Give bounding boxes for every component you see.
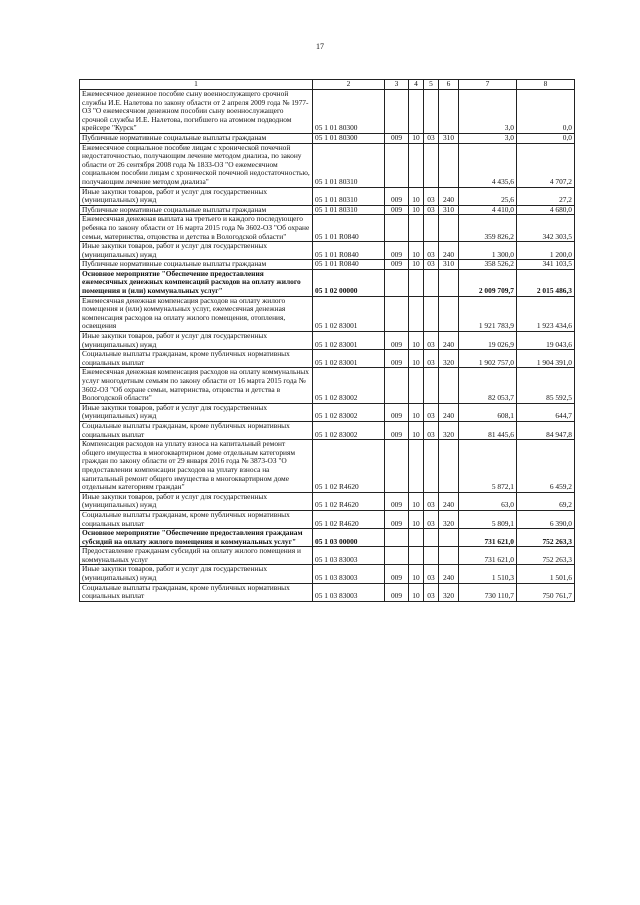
- section-code: 10: [409, 133, 424, 143]
- section-code: 10: [409, 260, 424, 270]
- section-code: 10: [409, 510, 424, 528]
- ministry-code: 009: [385, 242, 409, 260]
- expense-type-code: 310: [439, 133, 459, 143]
- amount-year-2: 1 923 434,6: [517, 296, 575, 331]
- subsection-code: [424, 529, 439, 547]
- amount-year-1: 19 026,9: [459, 332, 517, 350]
- expense-type-code: [439, 215, 459, 242]
- amount-year-2: 1 904 391,0: [517, 350, 575, 368]
- expense-type-code: 240: [439, 187, 459, 205]
- table-row: [80, 565, 575, 583]
- ministry-code: 009: [385, 187, 409, 205]
- amount-year-1: 359 826,2: [459, 215, 517, 242]
- row-name: Иные закупки товаров, работ и услуг для государственных (муниципальных) нужд: [80, 242, 313, 260]
- table-row: [80, 547, 575, 565]
- row-name: Ежемесячная денежная компенсация расходов на оплату коммунальных услуг многодетным семьям по закону области от 16 марта 2015 года № 3602-ОЗ "Об охране семьи, материнства, отцовства и детства в Вологодской области": [80, 368, 313, 403]
- subsection-code: 03: [424, 492, 439, 510]
- amount-year-1: 82 053,7: [459, 368, 517, 403]
- table-row: [80, 368, 575, 403]
- amount-year-1: 358 526,2: [459, 260, 517, 270]
- amount-year-2: 752 263,3: [517, 547, 575, 565]
- subsection-code: [424, 296, 439, 331]
- ministry-code: [385, 547, 409, 565]
- row-name: Иные закупки товаров, работ и услуг для государственных (муниципальных) нужд: [80, 332, 313, 350]
- row-name: Социальные выплаты гражданам, кроме публичных нормативных социальных выплат: [80, 421, 313, 439]
- target-article-code: 05 1 01 80310: [313, 205, 385, 215]
- column-header: 3: [385, 80, 409, 90]
- amount-year-1: 1 902 757,0: [459, 350, 517, 368]
- amount-year-2: 752 263,3: [517, 529, 575, 547]
- row-name: Публичные нормативные социальные выплаты гражданам: [80, 133, 313, 143]
- section-code: [409, 440, 424, 493]
- section-code: 10: [409, 403, 424, 421]
- ministry-code: 009: [385, 510, 409, 528]
- amount-year-1: 1 921 783,9: [459, 296, 517, 331]
- table-row: [80, 332, 575, 350]
- ministry-code: 009: [385, 350, 409, 368]
- section-code: [409, 368, 424, 403]
- table-row: [80, 242, 575, 260]
- ministry-code: 009: [385, 583, 409, 601]
- ministry-code: 009: [385, 260, 409, 270]
- target-article-code: 05 1 01 80310: [313, 187, 385, 205]
- expense-type-code: [439, 440, 459, 493]
- subsection-code: 03: [424, 421, 439, 439]
- amount-year-1: 4 435,6: [459, 143, 517, 187]
- section-code: 10: [409, 187, 424, 205]
- ministry-code: [385, 296, 409, 331]
- amount-year-1: 1 510,3: [459, 565, 517, 583]
- subsection-code: [424, 547, 439, 565]
- row-name: Предоставление гражданам субсидий на оплату жилого помещения и коммунальных услуг: [80, 547, 313, 565]
- row-name: Компенсация расходов на уплату взноса на капитальный ремонт общего имущества в многоквартирном доме отдельным категориям граждан по закону области от 29 января 2016 года № 3873-ОЗ "О предоставлении компенсации расходов на уплату взноса на капитальный ремонт общего имущества в многоквартирном доме отдельным категориям граждан": [80, 440, 313, 493]
- column-header: 4: [409, 80, 424, 90]
- subsection-code: [424, 90, 439, 134]
- target-article-code: 05 1 01 80310: [313, 143, 385, 187]
- row-name: Ежемесячное денежное пособие сыну военнослужащего срочной службы И.Е. Налетова по закону области от 2 апреля 2009 года № 1977-ОЗ "О ежемесячном денежном пособии сыну военнослужащего срочной службы И.Е. Налетова, погибшего на атомном подводном крейсере "Курск": [80, 90, 313, 134]
- table-row: [80, 260, 575, 270]
- subsection-code: [424, 215, 439, 242]
- ministry-code: [385, 440, 409, 493]
- table-row: [80, 529, 575, 547]
- target-article-code: 05 1 01 R0840: [313, 242, 385, 260]
- target-article-code: 05 1 02 83001: [313, 296, 385, 331]
- amount-year-2: 69,2: [517, 492, 575, 510]
- amount-year-2: 19 043,6: [517, 332, 575, 350]
- amount-year-1: 25,6: [459, 187, 517, 205]
- subsection-code: 03: [424, 350, 439, 368]
- amount-year-1: 608,1: [459, 403, 517, 421]
- ministry-code: [385, 269, 409, 296]
- section-code: 10: [409, 421, 424, 439]
- target-article-code: 05 1 02 83002: [313, 421, 385, 439]
- ministry-code: 009: [385, 205, 409, 215]
- expense-type-code: [439, 529, 459, 547]
- table-row: [80, 90, 575, 134]
- column-header: 6: [439, 80, 459, 90]
- target-article-code: 05 1 01 R0840: [313, 260, 385, 270]
- expense-type-code: 320: [439, 421, 459, 439]
- amount-year-1: 5 872,1: [459, 440, 517, 493]
- ministry-code: 009: [385, 403, 409, 421]
- target-article-code: 05 1 02 83002: [313, 368, 385, 403]
- table-header-row: [80, 80, 575, 90]
- table-row: [80, 440, 575, 493]
- ministry-code: 009: [385, 421, 409, 439]
- target-article-code: 05 1 02 R4620: [313, 492, 385, 510]
- amount-year-2: 27,2: [517, 187, 575, 205]
- table-row: [80, 492, 575, 510]
- section-code: 10: [409, 332, 424, 350]
- target-article-code: 05 1 03 83003: [313, 583, 385, 601]
- expense-type-code: [439, 143, 459, 187]
- subsection-code: 03: [424, 242, 439, 260]
- amount-year-2: 341 103,5: [517, 260, 575, 270]
- target-article-code: 05 1 03 00000: [313, 529, 385, 547]
- amount-year-1: 3,0: [459, 133, 517, 143]
- target-article-code: 05 1 01 R0840: [313, 215, 385, 242]
- amount-year-1: 81 445,6: [459, 421, 517, 439]
- column-header: 7: [459, 80, 517, 90]
- target-article-code: 05 1 03 83003: [313, 547, 385, 565]
- row-name: Социальные выплаты гражданам, кроме публичных нормативных социальных выплат: [80, 583, 313, 601]
- target-article-code: 05 1 01 80300: [313, 133, 385, 143]
- section-code: 10: [409, 350, 424, 368]
- amount-year-1: 4 410,0: [459, 205, 517, 215]
- row-name: Социальные выплаты гражданам, кроме публичных нормативных социальных выплат: [80, 350, 313, 368]
- amount-year-1: 2 009 709,7: [459, 269, 517, 296]
- target-article-code: 05 1 02 83002: [313, 403, 385, 421]
- expense-type-code: [439, 547, 459, 565]
- column-header: 1: [80, 80, 313, 90]
- subsection-code: 03: [424, 510, 439, 528]
- target-article-code: 05 1 02 83001: [313, 350, 385, 368]
- amount-year-2: 644,7: [517, 403, 575, 421]
- table-row: [80, 421, 575, 439]
- section-code: [409, 547, 424, 565]
- amount-year-2: 85 592,5: [517, 368, 575, 403]
- target-article-code: 05 1 02 R4620: [313, 510, 385, 528]
- column-header: 8: [517, 80, 575, 90]
- expense-type-code: 240: [439, 565, 459, 583]
- row-name: Публичные нормативные социальные выплаты гражданам: [80, 205, 313, 215]
- ministry-code: 009: [385, 565, 409, 583]
- amount-year-1: 1 300,0: [459, 242, 517, 260]
- target-article-code: 05 1 02 00000: [313, 269, 385, 296]
- subsection-code: 03: [424, 133, 439, 143]
- table-row: [80, 583, 575, 601]
- section-code: [409, 269, 424, 296]
- amount-year-2: 0,0: [517, 90, 575, 134]
- budget-table: [79, 79, 575, 602]
- ministry-code: [385, 143, 409, 187]
- subsection-code: [424, 269, 439, 296]
- section-code: [409, 296, 424, 331]
- expense-type-code: [439, 296, 459, 331]
- target-article-code: 05 1 01 80300: [313, 90, 385, 134]
- row-name: Социальные выплаты гражданам, кроме публичных нормативных социальных выплат: [80, 510, 313, 528]
- expense-type-code: [439, 368, 459, 403]
- page-number: 17: [316, 42, 324, 51]
- amount-year-2: 4 707,2: [517, 143, 575, 187]
- row-name: Ежемесячное социальное пособие лицам с хронической почечной недостаточностью, получающим лечение методом диализа, по закону области от 26 сентября 2008 года № 1833-ОЗ "О ежемесячном социальном пособии лицам с хронической почечной недостаточностью, получающим лечение методом диализа": [80, 143, 313, 187]
- subsection-code: 03: [424, 583, 439, 601]
- column-header: 5: [424, 80, 439, 90]
- table-row: [80, 510, 575, 528]
- expense-type-code: 240: [439, 332, 459, 350]
- row-name: Иные закупки товаров, работ и услуг для государственных (муниципальных) нужд: [80, 492, 313, 510]
- table-row: [80, 133, 575, 143]
- table-row: [80, 215, 575, 242]
- amount-year-1: 63,0: [459, 492, 517, 510]
- subsection-code: [424, 368, 439, 403]
- row-name: Иные закупки товаров, работ и услуг для государственных (муниципальных) нужд: [80, 565, 313, 583]
- row-name: Основное мероприятие "Обеспечение предоставления гражданам субсидий на оплату жилого помещения и коммунальных услуг": [80, 529, 313, 547]
- ministry-code: 009: [385, 332, 409, 350]
- expense-type-code: 320: [439, 510, 459, 528]
- section-code: [409, 215, 424, 242]
- amount-year-2: 1 501,6: [517, 565, 575, 583]
- section-code: 10: [409, 492, 424, 510]
- expense-type-code: 310: [439, 260, 459, 270]
- section-code: 10: [409, 565, 424, 583]
- amount-year-2: 750 761,7: [517, 583, 575, 601]
- ministry-code: 009: [385, 492, 409, 510]
- row-name: Основное мероприятие "Обеспечение предоставления ежемесячных денежных компенсаций расходов на оплату жилого помещения и (или) коммунальных услуг": [80, 269, 313, 296]
- ministry-code: [385, 529, 409, 547]
- amount-year-2: 6 459,2: [517, 440, 575, 493]
- amount-year-2: 4 680,0: [517, 205, 575, 215]
- ministry-code: [385, 368, 409, 403]
- expense-type-code: [439, 90, 459, 134]
- table-row: [80, 269, 575, 296]
- table-row: [80, 403, 575, 421]
- target-article-code: 05 1 02 83001: [313, 332, 385, 350]
- subsection-code: 03: [424, 332, 439, 350]
- table-row: [80, 143, 575, 187]
- subsection-code: [424, 440, 439, 493]
- amount-year-2: 84 947,8: [517, 421, 575, 439]
- amount-year-1: 5 809,1: [459, 510, 517, 528]
- table-row: [80, 296, 575, 331]
- subsection-code: 03: [424, 187, 439, 205]
- row-name: Ежемесячная денежная компенсация расходов на оплату жилого помещения и (или) коммунальных услуг, ежемесячная денежная компенсация расходов на оплату жилого помещения, отопления, освещения: [80, 296, 313, 331]
- row-name: Иные закупки товаров, работ и услуг для государственных (муниципальных) нужд: [80, 403, 313, 421]
- column-header: 2: [313, 80, 385, 90]
- table-row: [80, 187, 575, 205]
- section-code: 10: [409, 205, 424, 215]
- expense-type-code: 320: [439, 583, 459, 601]
- expense-type-code: 240: [439, 242, 459, 260]
- subsection-code: 03: [424, 565, 439, 583]
- expense-type-code: 310: [439, 205, 459, 215]
- expense-type-code: 240: [439, 403, 459, 421]
- ministry-code: [385, 90, 409, 134]
- row-name: Иные закупки товаров, работ и услуг для государственных (муниципальных) нужд: [80, 187, 313, 205]
- amount-year-2: 6 390,0: [517, 510, 575, 528]
- section-code: 10: [409, 583, 424, 601]
- subsection-code: 03: [424, 205, 439, 215]
- amount-year-1: 731 621,0: [459, 547, 517, 565]
- section-code: [409, 90, 424, 134]
- subsection-code: 03: [424, 403, 439, 421]
- amount-year-2: 2 015 486,3: [517, 269, 575, 296]
- expense-type-code: [439, 269, 459, 296]
- amount-year-2: 0,0: [517, 133, 575, 143]
- target-article-code: 05 1 03 83003: [313, 565, 385, 583]
- amount-year-1: 730 110,7: [459, 583, 517, 601]
- amount-year-2: 342 303,5: [517, 215, 575, 242]
- row-name: Ежемесячная денежная выплата на третьего и каждого последующего ребенка по закону области от 16 марта 2015 года № 3602-ОЗ "Об охране семьи, материнства, отцовства и детства в Вологодской области": [80, 215, 313, 242]
- ministry-code: 009: [385, 133, 409, 143]
- table-row: [80, 350, 575, 368]
- ministry-code: [385, 215, 409, 242]
- amount-year-1: 3,0: [459, 90, 517, 134]
- expense-type-code: 240: [439, 492, 459, 510]
- target-article-code: 05 1 02 R4620: [313, 440, 385, 493]
- section-code: [409, 529, 424, 547]
- subsection-code: 03: [424, 260, 439, 270]
- expense-type-code: 320: [439, 350, 459, 368]
- amount-year-2: 1 200,0: [517, 242, 575, 260]
- section-code: 10: [409, 242, 424, 260]
- subsection-code: [424, 143, 439, 187]
- row-name: Публичные нормативные социальные выплаты гражданам: [80, 260, 313, 270]
- section-code: [409, 143, 424, 187]
- amount-year-1: 731 621,0: [459, 529, 517, 547]
